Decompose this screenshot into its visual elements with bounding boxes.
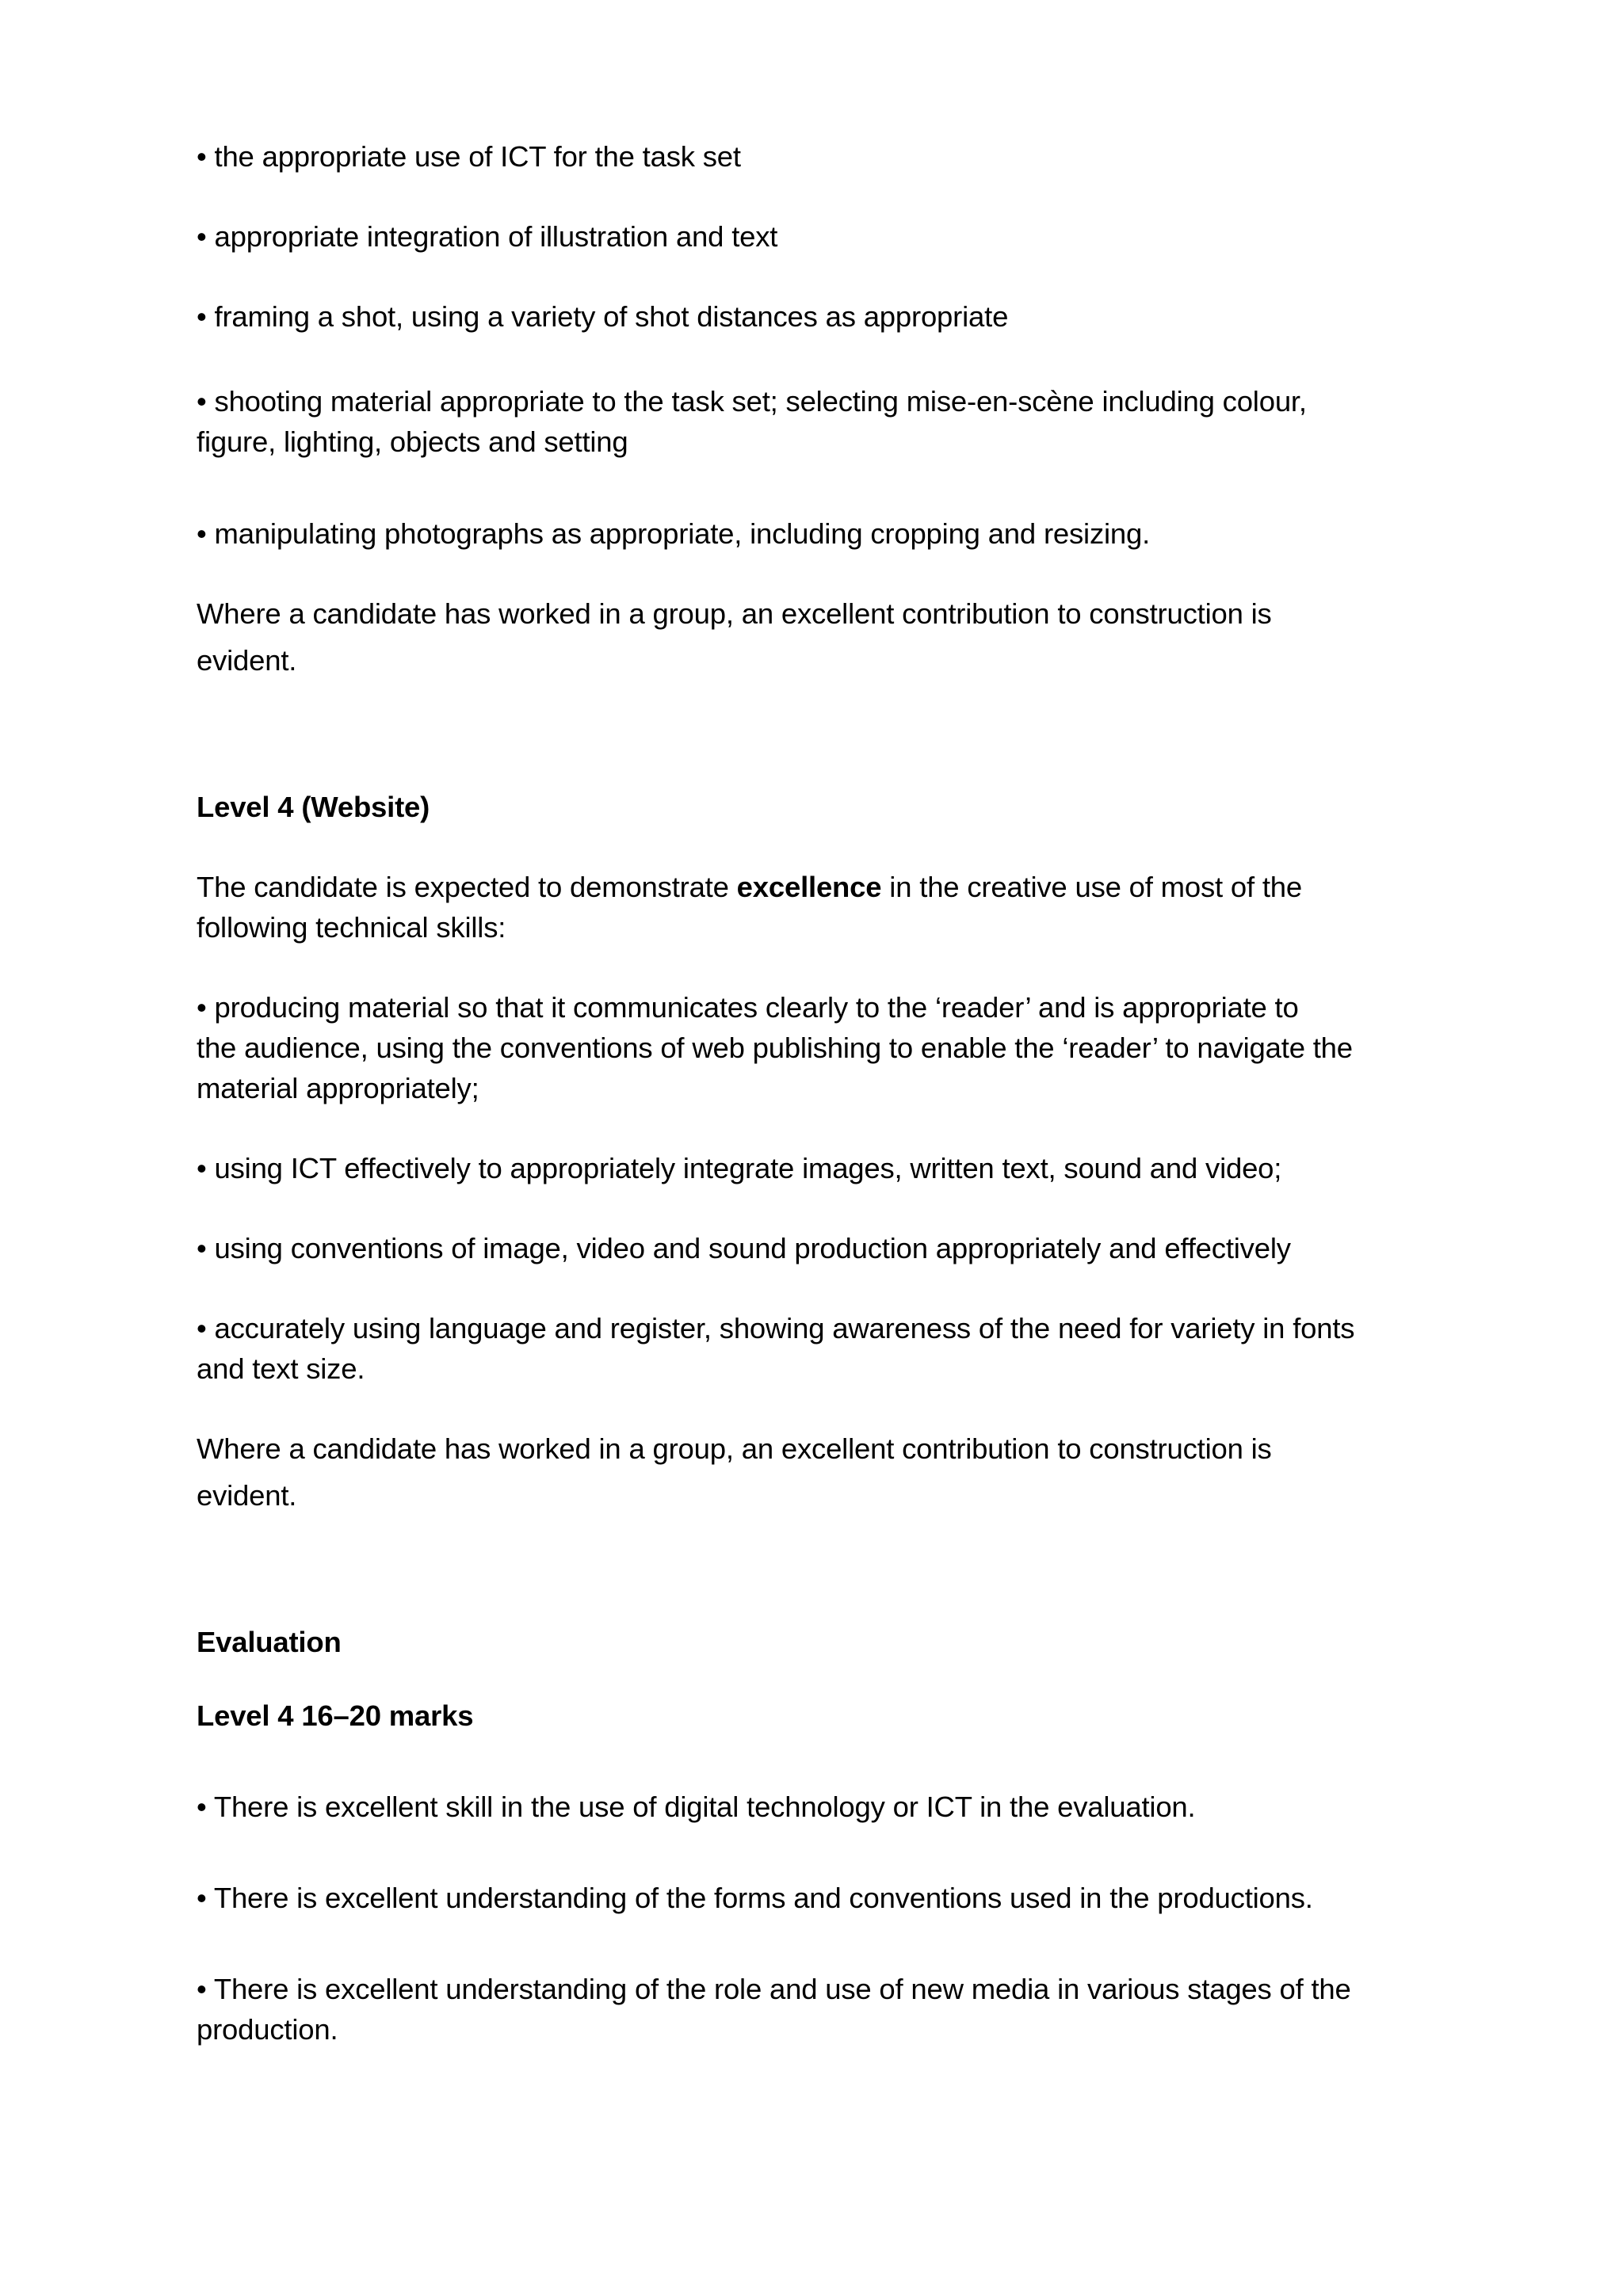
website-intro-line2: following technical skills: [197,911,506,944]
bullet-language-register-line1: • accurately using language and register, showing awareness of the need for variety in fonts [197,1312,1355,1344]
evaluation-level-heading: Level 4 16–20 marks [197,1699,474,1732]
website-heading: Level 4 (Website) [197,791,430,823]
website-intro-line1 [197,867,1302,907]
document-page [197,0,1465,2296]
bullet-ict-task: • the appropriate use of ICT for the task set [197,140,741,173]
bullet-using-ict: • using ICT effectively to appropriately integrate images, written text, sound and video; [197,1152,1282,1184]
bullet-new-media-line2: production. [197,2013,338,2046]
website-group-note-line1: Where a candidate has worked in a group, an excellent contribution to construction is [197,1432,1272,1465]
bullet-producing-material-line3: material appropriately; [197,1072,479,1104]
bullet-framing-shot: • framing a shot, using a variety of shot distances as appropriate [197,300,1009,333]
bullet-shooting-material-line2: figure, lighting, objects and setting [197,425,628,458]
intro-text-pre: The candidate is expected to demonstrate [197,871,737,903]
bullet-manipulating-photographs: • manipulating photographs as appropriate, including cropping and resizing. [197,517,1151,550]
bullet-forms-conventions: • There is excellent understanding of the forms and conventions used in the productions. [197,1882,1313,1914]
intro-text-bold: excellence [736,871,882,903]
bullet-digital-technology: • There is excellent skill in the use of digital technology or ICT in the evaluation. [197,1791,1196,1823]
intro-text-post: in the creative use of most of the [881,871,1303,903]
evaluation-heading: Evaluation [197,1626,342,1658]
bullet-language-register-line2: and text size. [197,1352,365,1385]
website-group-note-line2: evident. [197,1479,297,1512]
bullet-illustration-text: • appropriate integration of illustration and text [197,220,778,253]
bullet-producing-material-line2: the audience, using the conventions of web publishing to enable the ‘reader’ to navigate the [197,1032,1353,1064]
bullet-using-conventions: • using conventions of image, video and sound production appropriately and effectively [197,1232,1291,1264]
bullet-shooting-material-line1: • shooting material appropriate to the task set; selecting mise-en-scène including colour, [197,385,1307,418]
group-note-line1: Where a candidate has worked in a group, an excellent contribution to construction is [197,597,1272,630]
bullet-producing-material-line1: • producing material so that it communicates clearly to the ‘reader’ and is appropriate to [197,991,1299,1024]
group-note-line2: evident. [197,644,297,677]
bullet-new-media-line1: • There is excellent understanding of the role and use of new media in various stages of the [197,1973,1351,2005]
